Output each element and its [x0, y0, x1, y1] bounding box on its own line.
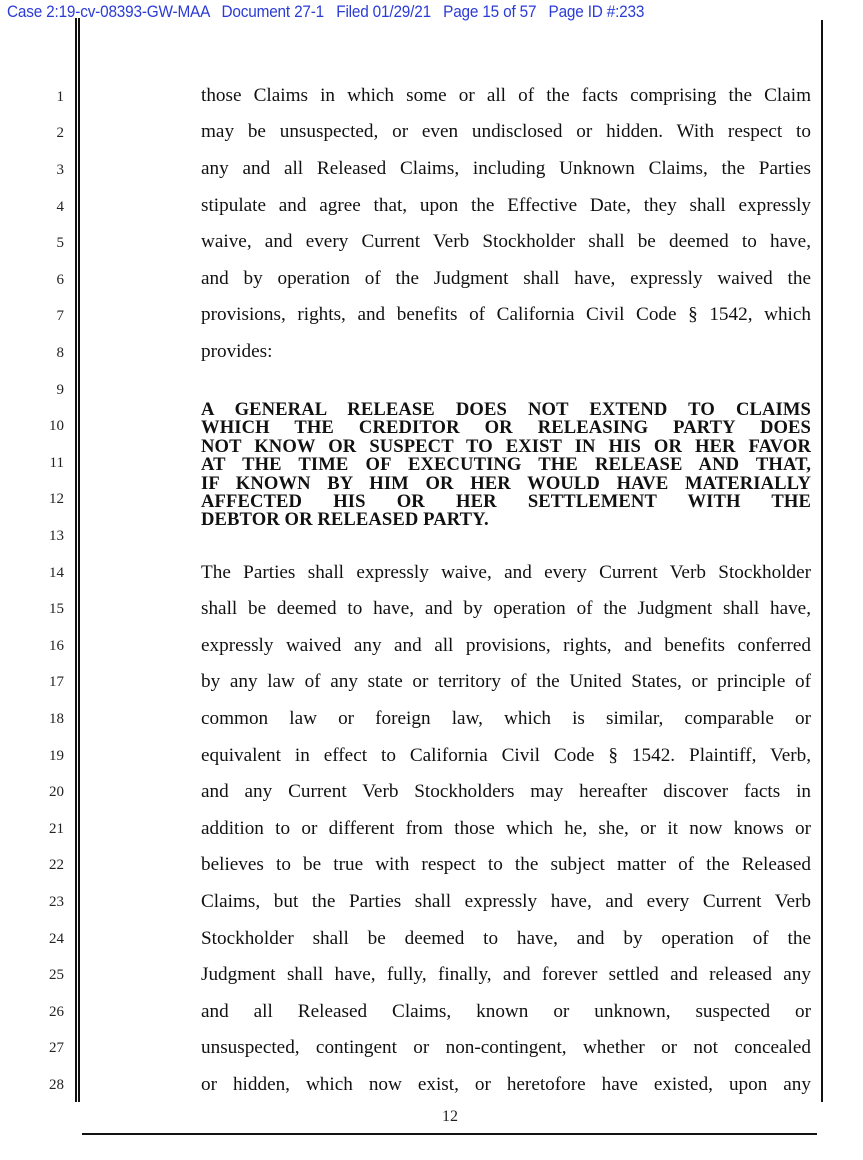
- line-number: 16: [49, 638, 64, 654]
- text-line: those Claims in which some or all of the facts comprising the Claim: [201, 85, 811, 106]
- line-number: 15: [49, 601, 64, 617]
- line-number: 17: [49, 674, 64, 690]
- right-margin-rule: [821, 20, 823, 1102]
- line-number: 19: [49, 748, 64, 764]
- quote-line: IF KNOWN BY HIM OR HER WOULD HAVE MATERIALLY: [201, 472, 811, 494]
- text-line: expressly waived any and all provisions, rights, and benefits conferred: [201, 635, 811, 656]
- text-line: by any law of any state or territory of the United States, or principle of: [201, 671, 811, 692]
- quote-line: AFFECTED HIS OR HER SETTLEMENT WITH THE: [201, 491, 811, 513]
- quote-line: WHICH THE CREDITOR OR RELEASING PARTY DOES: [201, 417, 811, 439]
- text-line: any and all Released Claims, including Unknown Claims, the Parties: [201, 158, 811, 179]
- text-line: provides:: [201, 341, 273, 362]
- text-line: may be unsuspected, or even undisclosed or hidden. With respect to: [201, 121, 811, 142]
- line-number: 10: [49, 418, 64, 434]
- line-number: 22: [49, 857, 64, 873]
- text-line: shall be deemed to have, and by operation of the Judgment shall have,: [201, 598, 811, 619]
- left-margin-rule-inner: [78, 18, 80, 1102]
- court-filing-stamp: Case 2:19-cv-08393-GW-MAA Document 27-1 Filed 01/29/21 Page 15 of 57 Page ID #:233: [7, 3, 645, 21]
- text-line: believes to be true with respect to the subject matter of the Released: [201, 854, 811, 875]
- footer-rule: [82, 1133, 817, 1135]
- line-number: 12: [49, 491, 64, 507]
- text-line: and all Released Claims, known or unknown, suspected or: [201, 1001, 811, 1022]
- text-line: or hidden, which now exist, or heretofore have existed, upon any: [201, 1074, 811, 1095]
- text-line: stipulate and agree that, upon the Effective Date, they shall expressly: [201, 195, 811, 216]
- text-line: addition to or different from those which he, she, or it now knows or: [201, 818, 811, 839]
- line-number: 5: [56, 235, 64, 251]
- line-number: 28: [49, 1077, 64, 1093]
- line-number: 6: [56, 272, 64, 288]
- line-number: 23: [49, 894, 64, 910]
- text-line: common law or foreign law, which is similar, comparable or: [201, 708, 811, 729]
- line-number: 7: [56, 308, 64, 324]
- line-number: 25: [49, 967, 64, 983]
- line-number: 13: [49, 528, 64, 544]
- line-number: 18: [49, 711, 64, 727]
- text-line: The Parties shall expressly waive, and every Current Verb Stockholder: [201, 562, 811, 583]
- left-margin-rule: [75, 18, 77, 1102]
- quote-line: NOT KNOW OR SUSPECT TO EXIST IN HIS OR HER FAVOR: [201, 435, 811, 457]
- line-number: 24: [49, 931, 64, 947]
- line-number: 8: [56, 345, 64, 361]
- quote-line: A GENERAL RELEASE DOES NOT EXTEND TO CLAIMS: [201, 399, 811, 420]
- quote-line: DEBTOR OR RELEASED PARTY.: [201, 509, 489, 531]
- text-line: waive, and every Current Verb Stockholder shall be deemed to have,: [201, 231, 811, 252]
- line-number: 4: [56, 199, 64, 215]
- line-number: 11: [49, 455, 64, 471]
- text-line: Judgment shall have, fully, finally, and forever settled and released any: [201, 964, 811, 985]
- line-number: 21: [49, 821, 64, 837]
- text-line: Stockholder shall be deemed to have, and by operation of the: [201, 928, 811, 949]
- line-number: 3: [56, 162, 64, 178]
- line-number: 27: [49, 1040, 64, 1056]
- quote-line: AT THE TIME OF EXECUTING THE RELEASE AND THAT,: [201, 454, 811, 476]
- line-number: 26: [49, 1004, 64, 1020]
- text-line: provisions, rights, and benefits of California Civil Code § 1542, which: [201, 304, 811, 325]
- line-number: 2: [56, 125, 64, 141]
- text-line: unsuspected, contingent or non-contingent, whether or not concealed: [201, 1037, 811, 1058]
- line-number: 1: [56, 89, 64, 105]
- civil-code-1542-quote: [201, 401, 811, 530]
- line-number: 9: [56, 382, 64, 398]
- page-number: 12: [442, 1108, 458, 1125]
- line-number: 20: [49, 784, 64, 800]
- text-line: and by operation of the Judgment shall have, expressly waived the: [201, 268, 811, 289]
- text-line: Claims, but the Parties shall expressly have, and every Current Verb: [201, 891, 811, 912]
- text-line: equivalent in effect to California Civil Code § 1542. Plaintiff, Verb,: [201, 745, 811, 766]
- line-number: 14: [49, 565, 64, 581]
- text-line: and any Current Verb Stockholders may hereafter discover facts in: [201, 781, 811, 802]
